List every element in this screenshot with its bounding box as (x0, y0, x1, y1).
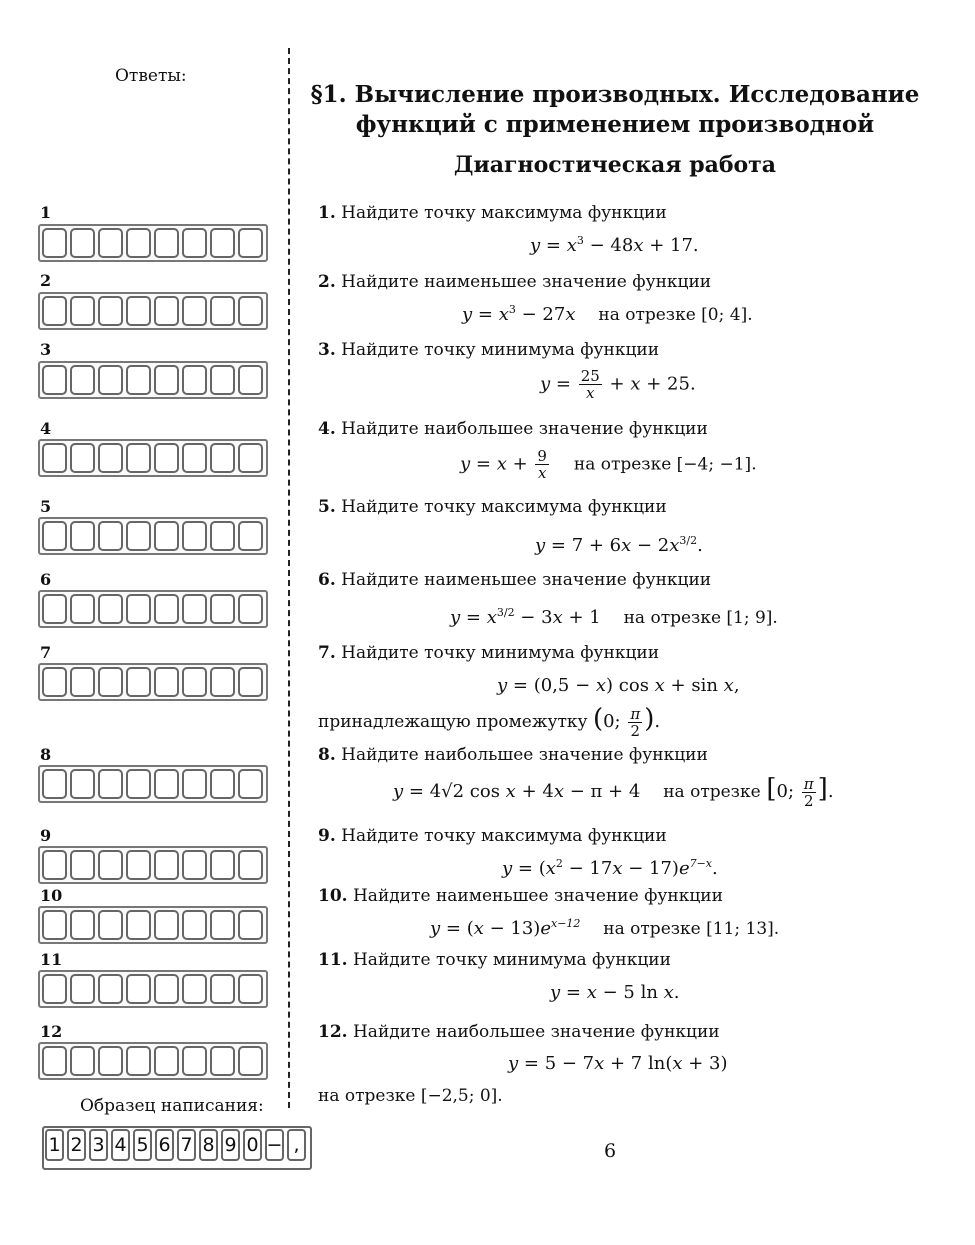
answer-cell[interactable] (70, 296, 95, 326)
sample-glyph: 8 (199, 1129, 218, 1161)
answer-number: 1 (40, 203, 52, 222)
answer-cell[interactable] (70, 521, 95, 551)
problem-6 (318, 570, 711, 590)
answer-cell[interactable] (154, 521, 179, 551)
answer-cell[interactable] (182, 365, 207, 395)
problem-text: Найдите наибольшее значение функции (341, 419, 708, 439)
problem-12 (318, 1022, 720, 1042)
answer-box-row[interactable] (38, 663, 268, 701)
answer-cell[interactable] (154, 228, 179, 258)
answer-box-row[interactable] (38, 590, 268, 628)
problem-11 (318, 950, 671, 970)
problem-number: 1. (318, 203, 336, 223)
answer-cell[interactable] (210, 365, 235, 395)
problem-text: Найдите точку минимума функции (352, 950, 671, 970)
problem-text: Найдите наибольшее значение функции (352, 1022, 720, 1042)
answer-cell[interactable] (42, 667, 67, 697)
problem-7 (318, 643, 659, 663)
answer-cell[interactable] (126, 910, 151, 940)
problem-number: 3. (318, 340, 336, 360)
answer-cell[interactable] (42, 296, 67, 326)
answer-cell[interactable] (238, 769, 263, 799)
answer-cell[interactable] (98, 365, 123, 395)
problem-number: 10. (318, 886, 348, 906)
subtitle: Диагностическая работа (453, 152, 777, 178)
answer-cell[interactable] (238, 850, 263, 880)
problem-8 (318, 745, 708, 765)
answer-cell[interactable] (154, 850, 179, 880)
answer-cell[interactable] (210, 769, 235, 799)
problem-2 (318, 272, 711, 292)
sample-glyph: 7 (177, 1129, 196, 1161)
answer-cell[interactable] (126, 769, 151, 799)
problem-number: 2. (318, 272, 336, 292)
answer-cell[interactable] (154, 296, 179, 326)
answer-cell[interactable] (210, 974, 235, 1004)
answer-number: 3 (40, 340, 52, 359)
sample-glyph: 9 (221, 1129, 240, 1161)
formula-8: y = 4√2 cos x + 4x − π + 4 на отрезке [0; $\frac{\pi}{2}$ ]. (393, 774, 834, 810)
answer-cell[interactable] (238, 974, 263, 1004)
answer-cell[interactable] (154, 1046, 179, 1076)
answer-cell[interactable] (70, 910, 95, 940)
answer-cell[interactable] (238, 443, 263, 473)
problem-12-range: на отрезке [−2,5; 0]. (318, 1086, 503, 1106)
answer-cell[interactable] (98, 910, 123, 940)
answer-cell[interactable] (210, 228, 235, 258)
answer-cell[interactable] (210, 296, 235, 326)
answer-cell[interactable] (126, 443, 151, 473)
title-line-1: §1. Вычисление производных. Исследование (310, 81, 920, 108)
answer-cell[interactable] (210, 850, 235, 880)
answer-cell[interactable] (182, 296, 207, 326)
answer-number: 8 (40, 745, 52, 764)
sample-glyph: , (287, 1129, 306, 1161)
answer-number: 6 (40, 570, 52, 589)
answer-cell[interactable] (126, 228, 151, 258)
formula-3: y = $\frac{25}{x}$ + x + 25. (540, 367, 696, 402)
sample-label: Образец написания: (80, 1096, 264, 1116)
answer-cell[interactable] (182, 594, 207, 624)
sample-glyph: − (265, 1129, 284, 1161)
dashed-divider (288, 48, 290, 1108)
problem-number: 4. (318, 419, 336, 439)
interval-text: принадлежащую промежутку (318, 712, 588, 732)
answer-cell[interactable] (238, 228, 263, 258)
answer-box-row[interactable] (38, 361, 268, 399)
answer-cell[interactable] (126, 1046, 151, 1076)
formula-10: $y = (x - 13)e^{x-12}$ на отрезке [11; 13]. (430, 917, 780, 939)
answer-cell[interactable] (238, 521, 263, 551)
answer-box-row[interactable] (38, 906, 268, 944)
answer-cell[interactable] (182, 228, 207, 258)
formula-5: $y = 7 + 6x - 2x^{3/2}$. (535, 534, 703, 556)
page-number: 6 (604, 1140, 617, 1162)
answer-cell[interactable] (70, 769, 95, 799)
page-title (300, 80, 930, 140)
problem-number: 11. (318, 950, 348, 970)
problem-5 (318, 497, 667, 517)
problem-10 (318, 886, 723, 906)
problem-text: Найдите точку минимума функции (341, 340, 660, 360)
answer-cell[interactable] (182, 521, 207, 551)
problem-text: Найдите точку максимума функции (341, 826, 667, 846)
answer-cell[interactable] (42, 443, 67, 473)
answer-cell[interactable] (210, 1046, 235, 1076)
answer-cell[interactable] (98, 594, 123, 624)
problem-1 (318, 203, 667, 223)
answer-cell[interactable] (182, 1046, 207, 1076)
answer-cell[interactable] (154, 974, 179, 1004)
answer-box-row[interactable] (38, 224, 268, 262)
range-text: на отрезке [1; 9]. (623, 608, 778, 628)
answer-box-row[interactable] (38, 846, 268, 884)
problem-7-interval: принадлежащую промежутку (0; $\frac{\pi}{2}$ ). (318, 704, 661, 740)
problem-4 (318, 419, 708, 439)
answer-cell[interactable] (154, 443, 179, 473)
answer-cell[interactable] (70, 365, 95, 395)
problem-3 (318, 340, 659, 360)
answer-cell[interactable] (42, 974, 67, 1004)
answer-cell[interactable] (70, 594, 95, 624)
answer-cell[interactable] (126, 850, 151, 880)
answer-cell[interactable] (210, 443, 235, 473)
answers-title: Ответы: (115, 66, 187, 86)
answer-cell[interactable] (70, 974, 95, 1004)
title-line-2: функций с применением производной (355, 111, 875, 138)
answer-cell[interactable] (154, 769, 179, 799)
answer-cell[interactable] (154, 910, 179, 940)
sample-glyph: 1 (45, 1129, 64, 1161)
answer-cell[interactable] (182, 850, 207, 880)
answer-number: 9 (40, 826, 52, 845)
answer-cell[interactable] (154, 365, 179, 395)
formula-1: $y = x^3 - 48x + 17$. (530, 234, 699, 256)
answer-cell[interactable] (42, 850, 67, 880)
range-text: на отрезке [0; 4]. (598, 305, 753, 325)
answer-cell[interactable] (238, 365, 263, 395)
answer-cell[interactable] (238, 667, 263, 697)
answer-number: 11 (40, 950, 63, 969)
answer-cell[interactable] (126, 594, 151, 624)
answer-cell[interactable] (98, 769, 123, 799)
answer-number: 2 (40, 271, 52, 290)
problem-text: Найдите наименьшее значение функции (341, 570, 712, 590)
answer-cell[interactable] (42, 594, 67, 624)
answer-cell[interactable] (42, 1046, 67, 1076)
answer-number: 5 (40, 497, 52, 516)
formula-4: y = x + $\frac{9}{x}$ на отрезке [−4; −1]. (460, 447, 757, 482)
sample-glyph: 5 (133, 1129, 152, 1161)
answer-cell[interactable] (154, 594, 179, 624)
range-text: на отрезке (663, 782, 761, 802)
problem-text: Найдите точку минимума функции (341, 643, 660, 663)
answer-number: 4 (40, 419, 52, 438)
answer-cell[interactable] (182, 910, 207, 940)
answer-box-row[interactable] (38, 765, 268, 803)
sample-glyph: 3 (89, 1129, 108, 1161)
range-text: на отрезке [11; 13]. (603, 919, 780, 939)
answer-cell[interactable] (70, 228, 95, 258)
problem-number: 7. (318, 643, 336, 663)
problem-text: Найдите наименьшее значение функции (352, 886, 723, 906)
range-text: на отрезке [−4; −1]. (573, 454, 757, 475)
problem-number: 8. (318, 745, 336, 765)
answer-cell[interactable] (126, 521, 151, 551)
answer-cell[interactable] (182, 443, 207, 473)
answer-cell[interactable] (182, 769, 207, 799)
answer-cell[interactable] (98, 1046, 123, 1076)
answer-cell[interactable] (98, 228, 123, 258)
answer-cell[interactable] (182, 667, 207, 697)
answer-cell[interactable] (70, 850, 95, 880)
answer-box-row[interactable] (38, 1042, 268, 1080)
answer-cell[interactable] (238, 296, 263, 326)
problem-text: Найдите точку максимума функции (341, 203, 667, 223)
answer-cell[interactable] (210, 910, 235, 940)
answer-cell[interactable] (98, 443, 123, 473)
answer-box-row[interactable] (38, 517, 268, 555)
answer-cell[interactable] (126, 365, 151, 395)
problem-9 (318, 826, 667, 846)
answer-cell[interactable] (42, 769, 67, 799)
problem-text: Найдите наибольшее значение функции (341, 745, 708, 765)
answer-cell[interactable] (98, 521, 123, 551)
answer-cell[interactable] (70, 1046, 95, 1076)
answer-box-row[interactable] (38, 292, 268, 330)
sample-glyph: 4 (111, 1129, 130, 1161)
problem-number: 6. (318, 570, 336, 590)
answer-number: 7 (40, 643, 52, 662)
answer-box-row[interactable] (38, 439, 268, 477)
answer-cell[interactable] (210, 594, 235, 624)
formula-12: y = 5 − 7x + 7 ln(x + 3) (508, 1053, 728, 1074)
answer-cell[interactable] (182, 974, 207, 1004)
answer-cell[interactable] (238, 1046, 263, 1076)
problem-text: Найдите наименьшее значение функции (341, 272, 712, 292)
sample-glyph: 2 (67, 1129, 86, 1161)
answer-cell[interactable] (98, 667, 123, 697)
answer-number: 12 (40, 1022, 63, 1041)
answer-cell[interactable] (70, 443, 95, 473)
sample-glyph: 6 (155, 1129, 174, 1161)
answer-number: 10 (40, 886, 63, 905)
formula-9: $y = (x^2 - 17x - 17)e^{7-x}$. (502, 857, 718, 879)
answer-box-row[interactable] (38, 970, 268, 1008)
answer-cell[interactable] (126, 974, 151, 1004)
answer-cell[interactable] (42, 910, 67, 940)
sample-glyph: 0 (243, 1129, 262, 1161)
problem-text: Найдите точку максимума функции (341, 497, 667, 517)
answer-cell[interactable] (210, 521, 235, 551)
formula-7: y = (0,5 − x) cos x + sin x, (497, 675, 740, 696)
problem-number: 9. (318, 826, 336, 846)
answer-cell[interactable] (42, 521, 67, 551)
answer-cell[interactable] (238, 910, 263, 940)
sample-row (42, 1126, 312, 1170)
problem-number: 5. (318, 497, 336, 517)
answer-cell[interactable] (70, 667, 95, 697)
formula-2: $y = x^3 - 27x$ на отрезке [0; 4]. (462, 303, 753, 325)
answer-cell[interactable] (42, 228, 67, 258)
answer-cell[interactable] (98, 850, 123, 880)
answer-cell[interactable] (210, 667, 235, 697)
answer-cell[interactable] (126, 296, 151, 326)
problem-number: 12. (318, 1022, 348, 1042)
answer-cell[interactable] (98, 974, 123, 1004)
formula-11: y = x − 5 ln x. (550, 982, 680, 1003)
answer-cell[interactable] (98, 296, 123, 326)
answer-cell[interactable] (154, 667, 179, 697)
answer-cell[interactable] (42, 365, 67, 395)
answer-cell[interactable] (126, 667, 151, 697)
answer-cell[interactable] (238, 594, 263, 624)
formula-6: $y = x^{3/2} - 3x + 1$ на отрезке [1; 9]. (450, 606, 778, 628)
